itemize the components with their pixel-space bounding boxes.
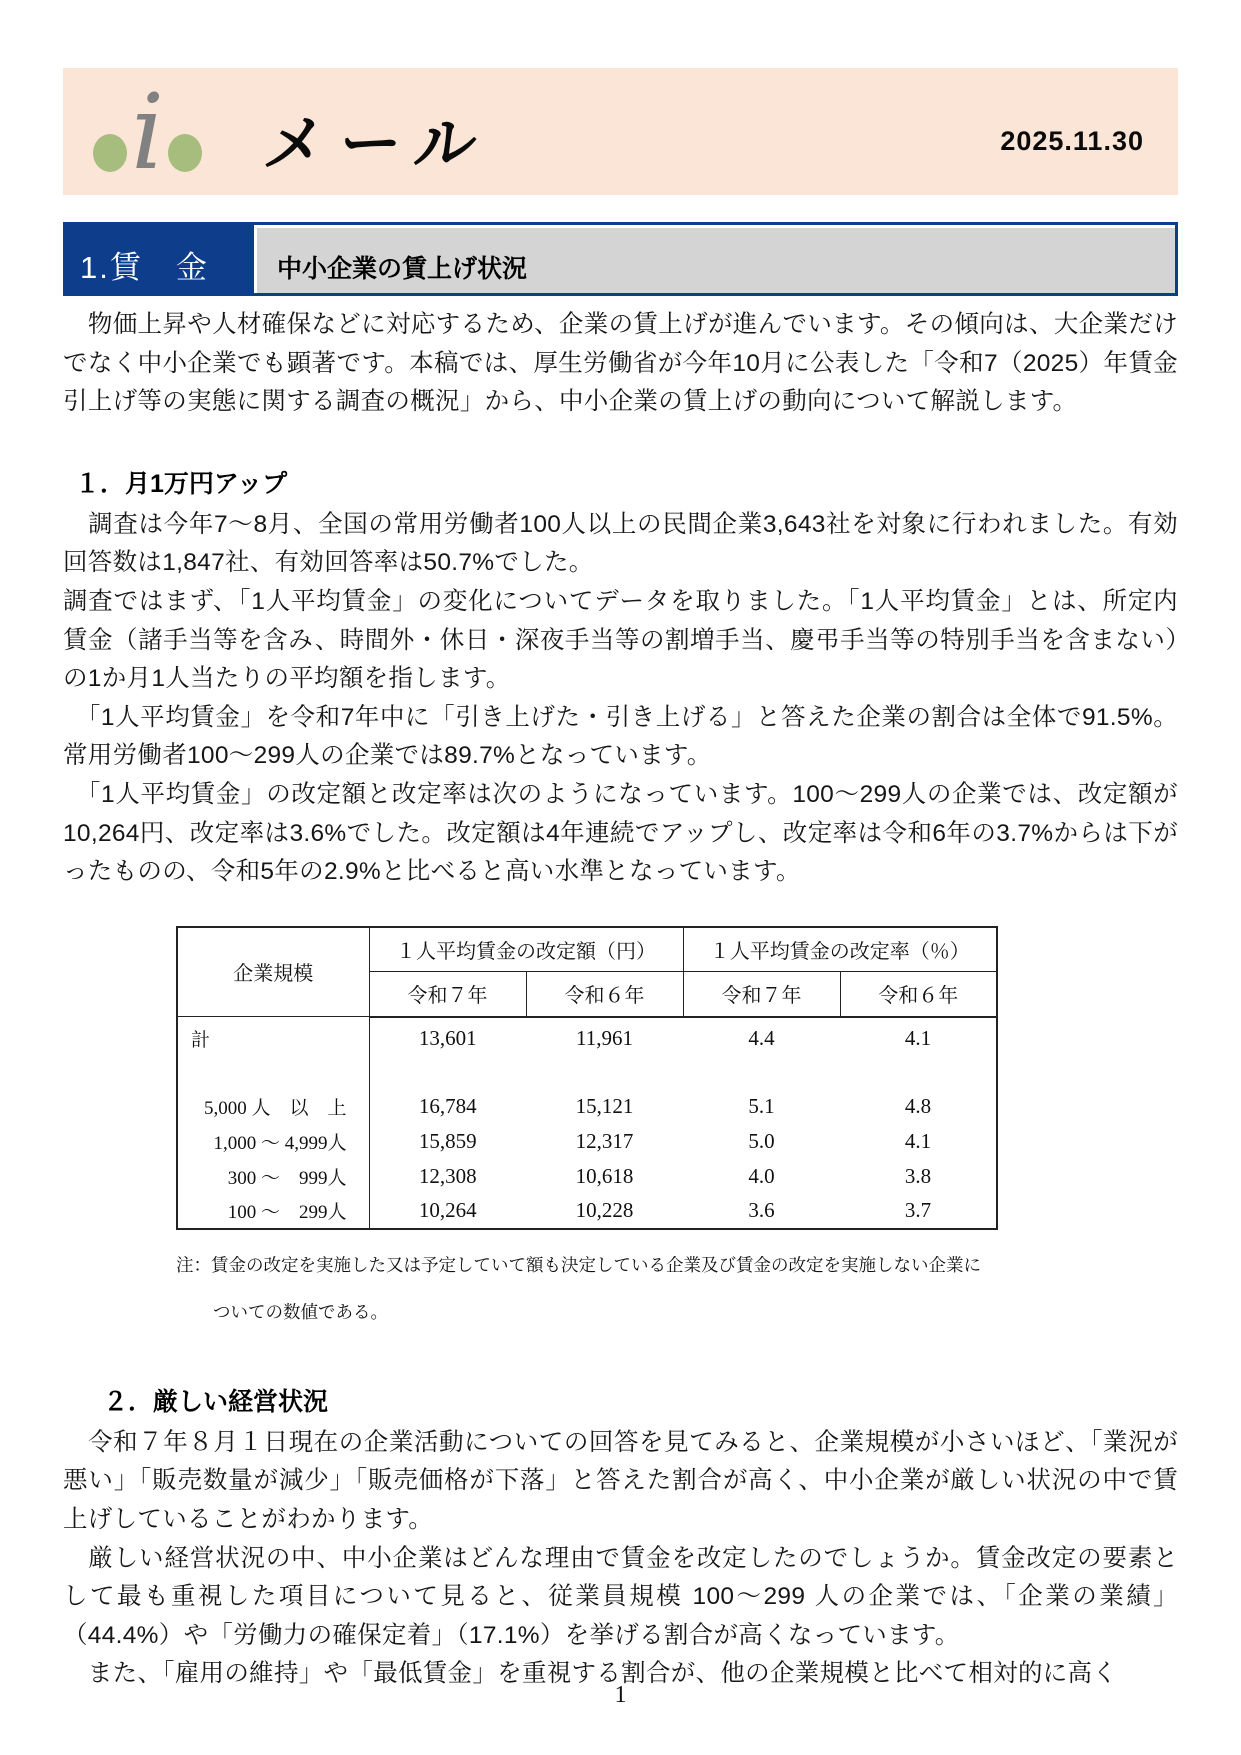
table-row — [177, 1124, 997, 1159]
body-paragraph: 令和７年８月１日現在の企業活動についての回答を見てみると、企業規模が小さいほど、「業況が悪い」「販売数量が減少」「販売価格が下落」と答えた割合が高く、中小企業が厳しい状況の中で賃上げしていることがわかります。 — [63, 1428, 1178, 1533]
value-cell: 10,228 — [575, 1198, 634, 1223]
value-cell: 10,618 — [575, 1163, 634, 1188]
table-group-header-row — [177, 927, 997, 972]
logo-right-dot-icon — [168, 134, 202, 172]
table-note-line: 注：賃金の改定を実施した又は予定していて額も決定している企業及び賃金の改定を実施しない企業に — [176, 1254, 981, 1275]
value-cell: 3.8 — [904, 1163, 932, 1188]
logo-letter-i: i — [131, 70, 165, 193]
value-cell: 3.7 — [904, 1198, 932, 1223]
table-row — [177, 1159, 997, 1194]
logo-left-dot-icon — [93, 134, 127, 172]
value-cell: 12,317 — [575, 1128, 634, 1153]
value-cell: 5.1 — [748, 1093, 775, 1118]
company-size-cell: 計 — [177, 1017, 369, 1089]
table-row — [177, 1089, 997, 1124]
newsletter-title: メール — [259, 107, 495, 180]
intro-paragraph: 物価上昇や人材確保などに対応するため、企業の賃上げが進んでいます。その傾向は、大企業だけでなく中小企業でも顕著です。本稿では、厚生労働省が今年10月に公表した「令和7（2025）年賃金引上げ等の実態に関する調査の概況」から、中小企業の賃上げの動向について解説します。 — [63, 311, 1178, 416]
table-header-revision-rate: １人平均賃金の改定率（％） — [683, 927, 997, 972]
value-cell: 4.4 — [748, 1025, 775, 1050]
table-header-year: 令和７年 — [683, 972, 840, 1017]
value-cell: 15,121 — [575, 1093, 634, 1118]
table-note-line: ついての数値である。 — [213, 1301, 388, 1322]
section-title-label: 中小企業の賃上げ状況 — [254, 225, 1175, 293]
table-header-company-size: 企業規模 — [177, 927, 369, 1017]
company-size-cell: 5,000 人 以 上 — [177, 1089, 369, 1124]
value-cell: 4.0 — [748, 1163, 775, 1188]
value-cell: 16,784 — [418, 1093, 477, 1118]
body-paragraph: 「1人平均賃金」を令和7年中に「引き上げた・引き上げる」と答えた企業の割合は全体で91.5%。常用労働者100～299人の企業では89.7%となっています。 — [63, 703, 1178, 770]
value-cell: 5.0 — [748, 1128, 775, 1153]
table-note — [176, 1242, 1178, 1336]
body-paragraph: 厳しい経営状況の中、中小企業はどんな理由で賃金を改定したのでしょうか。賃金改定の要素として最も重視した項目について見ると、従業員規模 100～299 人の企業では、「企業の業績」（44.4%）や「労働力の確保定着」（17.1%）を挙げる割合が高くなっています。 — [63, 1544, 1178, 1649]
i-mail-logo — [93, 68, 202, 195]
value-cell: 4.1 — [904, 1128, 932, 1153]
value-cell: 4.1 — [904, 1025, 932, 1050]
table-row — [177, 1194, 997, 1229]
value-cell: 10,264 — [418, 1198, 477, 1223]
heading-monthly-up: １．月1万円アップ — [75, 469, 288, 498]
company-size-cell: 100 ～ 299人 — [177, 1194, 369, 1229]
value-cell: 3.6 — [748, 1198, 775, 1223]
value-cell: 12,308 — [418, 1163, 477, 1188]
body-paragraph: 調査は今年7～8月、全国の常用労働者100人以上の民間企業3,643社を対象に行われました。有効回答数は1,847社、有効回答率は50.7%でした。 — [63, 510, 1178, 577]
page-number: 1 — [614, 1682, 627, 1708]
table-header-revision-amount: １人平均賃金の改定額（円） — [369, 927, 683, 972]
value-cell: 4.8 — [904, 1093, 932, 1118]
body-paragraph: また、「雇用の維持」や「最低賃金」を重視する割合が、他の企業規模と比べて相対的に高く — [63, 1660, 1118, 1688]
company-size-cell: 1,000 ～ 4,999人 — [177, 1124, 369, 1159]
body-paragraph: 「1人平均賃金」の改定額と改定率は次のようになっています。100～299人の企業では、改定額が10,264円、改定率は3.6%でした。改定額は4年連続でアップし、改定率は令和6年の3.7%からは下がったものの、令和5年の2.9%と比べると高い水準となっています。 — [63, 780, 1178, 886]
table-header-year: 令和６年 — [840, 972, 997, 1017]
table-header-year: 令和６年 — [526, 972, 683, 1017]
value-cell: 11,961 — [576, 1025, 633, 1050]
table-row-total — [177, 1017, 997, 1089]
newsletter-banner — [63, 68, 1178, 195]
section-header-bar — [63, 222, 1178, 296]
heading-tough-conditions: ２．厳しい経営状況 — [103, 1387, 329, 1416]
section-number-label: 1.賃 金 — [66, 225, 254, 293]
value-cell: 15,859 — [418, 1128, 477, 1153]
wage-revision-table — [176, 926, 998, 1230]
company-size-cell: 300 ～ 999人 — [177, 1159, 369, 1194]
body-paragraph: 調査ではまず、「1人平均賃金」の変化についてデータを取りました。「1人平均賃金」とは、所定内賃金（諸手当等を含み、時間外・休日・深夜手当等の割増手当、慶弔手当等の特別手当を含まない）の1か月1人当たりの平均額を指します。 — [63, 587, 1178, 693]
value-cell: 13,601 — [418, 1025, 477, 1050]
issue-date: 2025.11.30 — [1000, 126, 1144, 156]
table-header-year: 令和７年 — [369, 972, 526, 1017]
